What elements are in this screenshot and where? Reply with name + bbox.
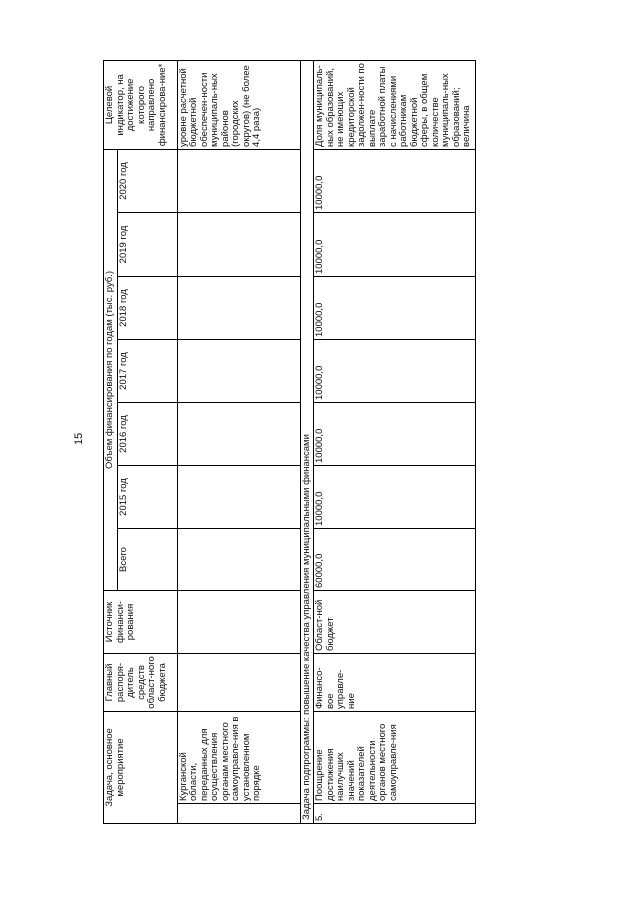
row-year-value: 10000,0 bbox=[314, 212, 476, 276]
header-year: 2015 год bbox=[117, 465, 177, 528]
header-year: 2017 год bbox=[117, 339, 177, 402]
row-indicator: уровне расчетной бюджетной обеспечен-ности муниципаль-ных районов (городских округов) (не более 4,4 раза) bbox=[177, 60, 300, 149]
header-task: Задача, основное мероприятие bbox=[104, 711, 178, 823]
header-year: 2019 год bbox=[117, 212, 177, 276]
header-source: Источник финанси-рования bbox=[104, 590, 178, 653]
row-year-value: 10000,0 bbox=[314, 149, 476, 212]
row-year-value: 10000,0 bbox=[314, 339, 476, 402]
page-number: 15 bbox=[73, 432, 85, 445]
header-year: 2020 год bbox=[117, 149, 177, 212]
header-total: Всего bbox=[117, 528, 177, 590]
row-manager bbox=[177, 653, 300, 711]
row-manager: Финансо-вое управле-ние bbox=[314, 653, 476, 711]
row-source: Област-ной бюджет bbox=[314, 590, 476, 653]
rotated-table-container bbox=[103, 61, 624, 824]
row-year-value bbox=[177, 276, 300, 339]
header-row-1 bbox=[104, 60, 118, 823]
row-year-value: 10000,0 bbox=[314, 276, 476, 339]
row-indicator: Доля муниципаль-ных образований, не имеющих кредиторской задолжен-ности по выплате заработной платы с начислениями работникам бюджетной сферы, в общем количестве муниципаль-ных образований; величина bbox=[314, 60, 476, 149]
header-funding-group: Объем финансирования по годам (тыс. руб.) bbox=[104, 149, 118, 590]
financing-table bbox=[103, 60, 476, 824]
section-row bbox=[300, 60, 314, 823]
header-year: 2016 год bbox=[117, 402, 177, 465]
table-row bbox=[314, 60, 476, 823]
row-number: 5. bbox=[314, 804, 476, 824]
row-year-value bbox=[177, 212, 300, 276]
row-year-value bbox=[177, 465, 300, 528]
row-year-value: 10000,0 bbox=[314, 402, 476, 465]
row-task: Курганской области, переданных для осуществления органам местного самоуправле-ния в установленном порядке bbox=[177, 711, 300, 803]
row-year-value bbox=[177, 339, 300, 402]
row-total: 60000,0 bbox=[314, 528, 476, 590]
row-total bbox=[177, 528, 300, 590]
header-year: 2018 год bbox=[117, 276, 177, 339]
header-indicator: Целевой индикатор, на достижение которого направлено финансирова-ние* bbox=[104, 60, 178, 149]
section-title: Задача подпрограммы: повышение качества управления муниципальными финансами bbox=[300, 60, 314, 823]
table-row bbox=[177, 60, 300, 823]
header-manager: Главный распоря-дитель средств област-ного бюджета bbox=[104, 653, 178, 711]
row-year-value bbox=[177, 402, 300, 465]
row-source bbox=[177, 590, 300, 653]
row-task: Поощрение достижения наилучших значений показателей деятельности органов местного самоуправле-ния bbox=[314, 711, 476, 803]
row-year-value bbox=[177, 149, 300, 212]
row-year-value: 10000,0 bbox=[314, 465, 476, 528]
row-number bbox=[177, 804, 300, 824]
